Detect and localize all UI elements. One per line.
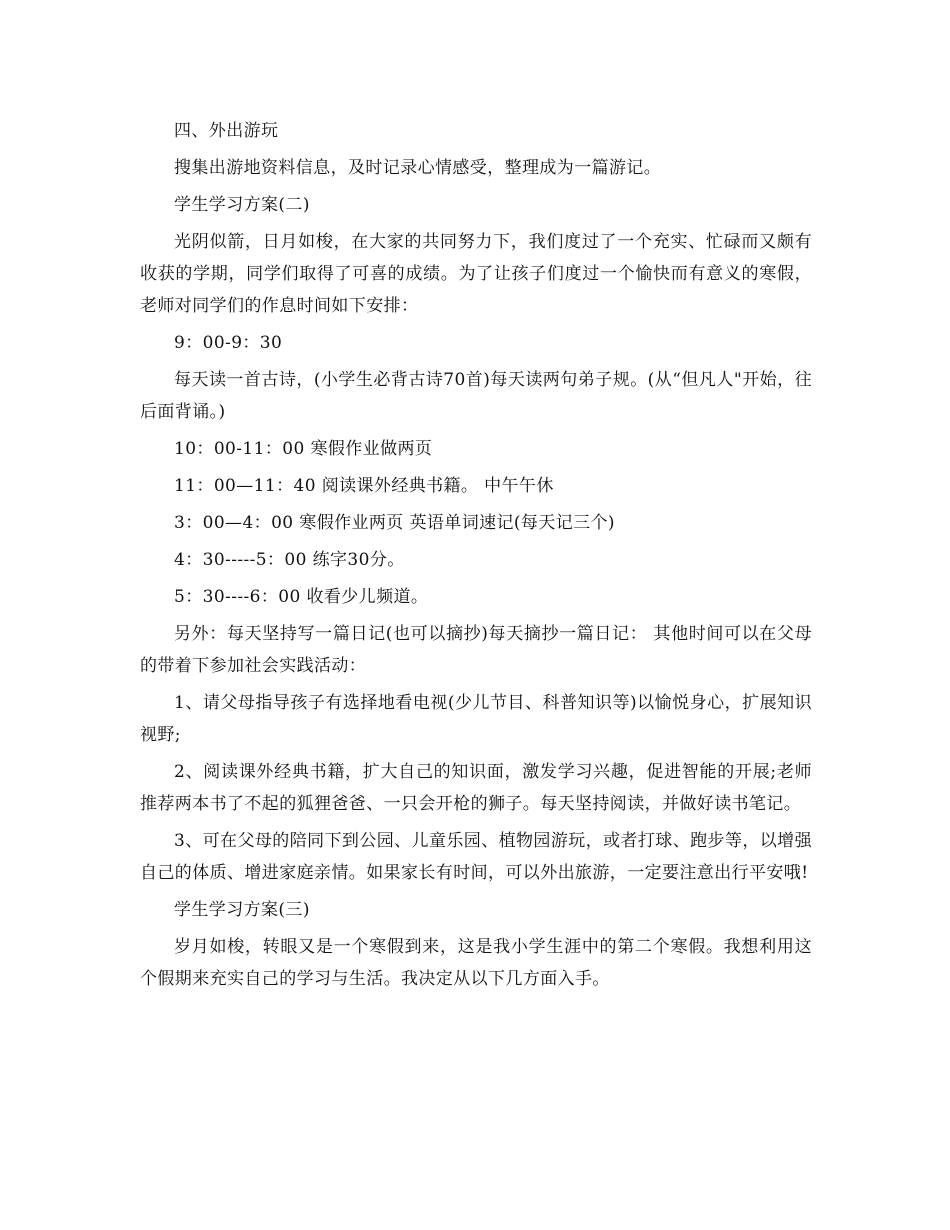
schedule-item-2: 10：00-11：00 寒假作业做两页 [174, 439, 433, 459]
plan-three-intro: 岁月如梭，转眼又是一个寒假到来，这是我小学生涯中的第二个寒假。我想利用这个假期来充实自己的学习与生活。我决定从以下几方面入手。 [140, 937, 812, 989]
list-item-2: 2、阅读课外经典书籍，扩大自己的知识面，激发学习兴趣，促进智能的开展;老师推荐两本书了不起的狐狸爸爸、一只会开枪的狮子。每天坚持阅读，并做好读书笔记。 [140, 762, 812, 814]
schedule-item-5: 4：30-----5：00 练字30分。 [174, 550, 405, 570]
plan-two-title: 学生学习方案(二) [174, 195, 310, 215]
list-item-1: 1、请父母指导孩子有选择地看电视(少儿节目、科普知识等)以愉悦身心，扩展知识视野; [140, 693, 812, 745]
schedule-item-3: 11：00—11：40 阅读课外经典书籍。 中午午休 [174, 476, 554, 496]
schedule-item-4: 3：00—4：00 寒假作业两页 英语单词速记(每天记三个) [174, 513, 615, 533]
paragraph-outing-details: 搜集出游地资料信息，及时记录心情感受，整理成为一篇游记。 [174, 158, 662, 178]
plan-two-intro: 光阴似箭，日月如梭，在大家的共同努力下，我们度过了一个充实、忙碌而又颇有收获的学期，同学们取得了可喜的成绩。为了让孩子们度过一个愉快而有意义的寒假，老师对同学们的作息时间如下安排： [140, 232, 812, 316]
schedule-item-1-task: 每天读一首古诗，(小学生必背古诗70首)每天读两句弟子规。(从“但凡人"开始，往后面背诵。) [140, 370, 812, 422]
schedule-item-1-time: 9：00-9：30 [174, 333, 283, 353]
schedule-item-6: 5：30----6：00 收看少儿频道。 [174, 587, 429, 607]
list-item-3: 3、可在父母的陪同下到公园、儿童乐园、植物园游玩，或者打球、跑步等，以增强自己的体质、增进家庭亲情。如果家长有时间，可以外出旅游，一定要注意出行平安哦! [140, 831, 812, 883]
document-body [140, 115, 812, 1000]
plan-three-title: 学生学习方案(三) [174, 900, 310, 920]
section-heading-outing: 四、外出游玩 [174, 121, 279, 141]
paragraph-additional-notes: 另外：每天坚持写一篇日记(也可以摘抄)每天摘抄一篇日记： 其他时间可以在父母的带着下参加社会实践活动： [140, 624, 812, 676]
